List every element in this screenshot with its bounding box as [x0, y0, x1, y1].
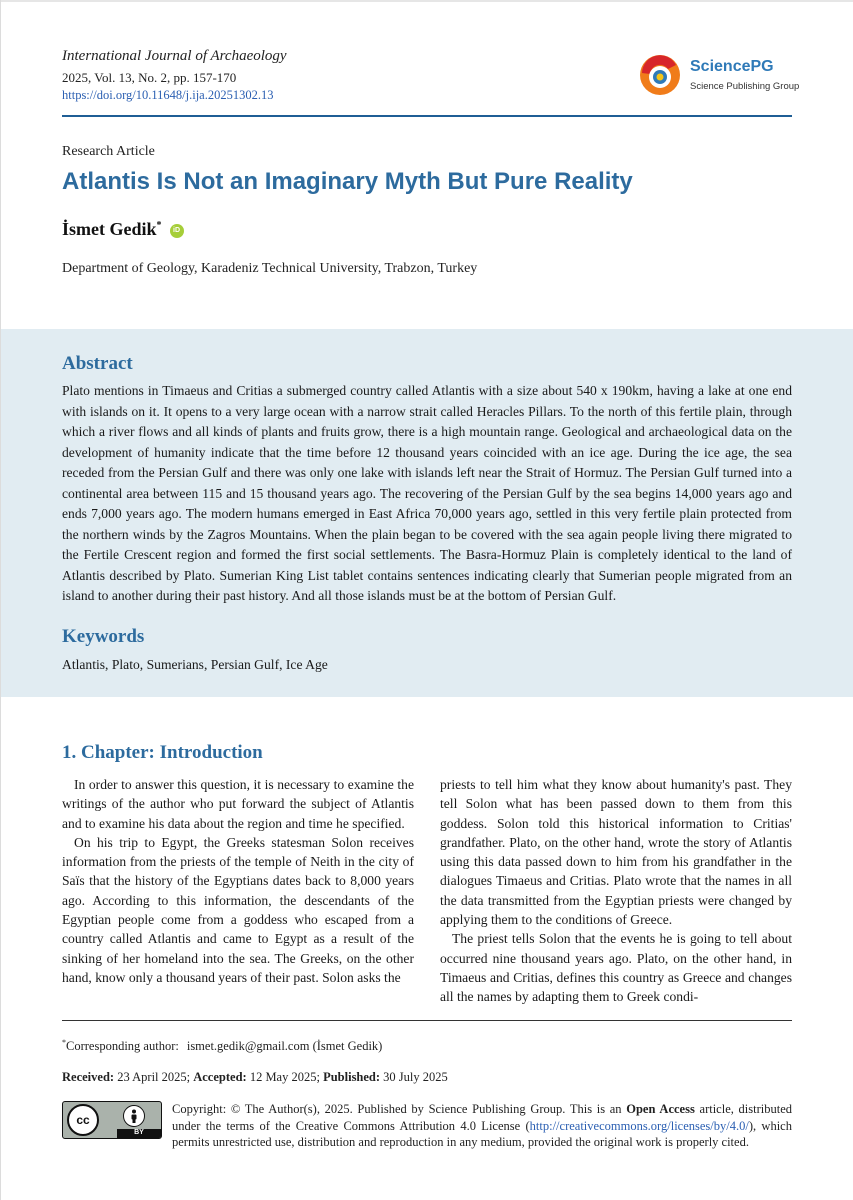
- body-column-left: [62, 775, 414, 987]
- copyright-part-a: Copyright: © The Author(s), 2025. Published by Science Publishing Group. This is an: [172, 1102, 622, 1116]
- paragraph: On his trip to Egypt, the Greeks statesman Solon receives information from the priests of the temple of Neith in the city of Saïs that the history of the Egyptians dates back to 8,000 years ago. According to this information, the descendants of the Egyptian people come from a goddess who escaped from a country called Atlantis and came to Egypt as a result of the sinking of her homeland into the sea. The Greeks, on the other hand, know only a thousand years of their past. Solon asks the: [62, 834, 414, 985]
- author-line: [62, 219, 184, 240]
- published-label: Published:: [323, 1070, 381, 1084]
- page-top-edge: [0, 0, 853, 2]
- accepted-label: Accepted:: [193, 1070, 247, 1084]
- article-type: Research Article: [62, 144, 155, 159]
- copyright-part-c: ), which permits unrestricted use, distribution and reproduction in any medium, provided the original work is properly cited.: [172, 1118, 792, 1149]
- publication-dates: [62, 1070, 448, 1085]
- received-date: 23 April 2025;: [117, 1070, 191, 1084]
- keywords-list: Atlantis, Plato, Sumerians, Persian Gulf, Ice Age: [62, 657, 328, 672]
- header-divider: [62, 115, 792, 117]
- paragraph: In order to answer this question, it is necessary to examine the writings of the author who put forward the subject of Atlantis and to examine his data about the region and time he specified.: [62, 777, 414, 831]
- article-title: Atlantis Is Not an Imaginary Myth But Pure Reality: [62, 168, 633, 195]
- body-column-right: [440, 775, 792, 1007]
- sciencepg-logo-icon: [638, 53, 682, 97]
- keywords-heading: Keywords: [62, 626, 145, 647]
- license-link[interactable]: http://creativecommons.org/licenses/by/4.0/: [529, 1118, 749, 1133]
- cc-by-badge[interactable]: [62, 1101, 162, 1139]
- abstract-heading: Abstract: [62, 353, 133, 374]
- volume-info: 2025, Vol. 13, No. 2, pp. 157-170: [62, 70, 237, 85]
- corr-label: Corresponding author:: [66, 1039, 179, 1054]
- introduction-heading: 1. Chapter: Introduction: [62, 742, 263, 763]
- published-date: 30 July 2025: [383, 1070, 448, 1084]
- abstract-text: Plato mentions in Timaeus and Critias a submerged country called Atlantis with a size about 540 x 190km, having a lake at one end with islands on it. It opens to a very large ocean with a narrow strait called Heracles Pillars. To the north of this fertile plain, through which a river flows and all kinds of plants and fruits grow, there is a high mountain range. Geological and archaeological data on the development of humanity indicate that the time before 12 thousand years coincided with an ice age. During the ice age, the sea receded from the Persian Gulf and there was only one lake with islands left near the Strait of Hormuz. The Persian Gulf turned into a continental area between 115 and 15 thousand years ago. The recovering of the Persian Gulf by the sea begins 14,000 years ago and ends 7,000 years ago. The modern humans emerged in East Africa 70,000 years ago, settled in this very fertile plain protected from the northern winds by the Zagros Mountains. When the plain began to be covered with the sea again people living there migrated to the Fertile Crescent region and formed the first social settlements. The Basra-Hormuz Plain is completely identical to the land of Atlantis described by Plato. Sumerian King List tablet contains sentences indicating clearly that Sumerian people migrated from an island to another during their past history. And all those islands must be at the bottom of Persian Gulf.: [62, 383, 792, 603]
- author-name[interactable]: İsmet Gedik: [62, 219, 157, 239]
- publisher-logo[interactable]: [638, 50, 798, 100]
- person-icon: [123, 1105, 145, 1127]
- orcid-icon[interactable]: iD: [170, 224, 184, 238]
- cc-icon: cc: [67, 1104, 99, 1136]
- copyright-part-b: article, distributed under the terms of the Creative Commons Attribution 4.0 License (: [172, 1102, 793, 1133]
- copyright-notice: [172, 1101, 792, 1151]
- journal-name: International Journal of Archaeology: [62, 48, 287, 64]
- by-label: BY: [134, 1129, 144, 1136]
- accepted-date: 12 May 2025;: [249, 1070, 320, 1084]
- corresponding-author-note: [62, 1038, 382, 1054]
- corr-mark: *: [62, 1038, 66, 1047]
- open-access-label: Open Access: [626, 1102, 695, 1116]
- corr-email[interactable]: ismet.gedik@gmail.com (İsmet Gedik): [186, 1039, 383, 1054]
- received-label: Received:: [62, 1070, 115, 1084]
- corresponding-mark: *: [156, 220, 162, 231]
- affiliation: Department of Geology, Karadeniz Technical University, Trabzon, Turkey: [62, 261, 478, 276]
- paragraph: priests to tell him what they know about humanity's past. They tell Solon what has been passed down to them from this goddess. Solon told this historical information to Critias' grandfather. Plato, on the other hand, wrote the story of Atlantis using this data passed down to him from his grandfather in the dialogues Timaeus and Critias. Plato wrote that the names in all the data transmitted from the Egyptian priests were changed by applying them to the conditions of Greece.: [440, 777, 792, 928]
- logo-subtitle: Science Publishing Group: [690, 81, 800, 92]
- doi-link[interactable]: https://doi.org/10.11648/j.ija.20251302.13: [62, 88, 274, 102]
- logo-name: SciencePG: [690, 58, 774, 75]
- paragraph: The priest tells Solon that the events he is going to tell about occurred nine thousand years ago. Plato, on the other hand, in Timaeus and Critias, defines this country as Greece and changes all the names by adapting them to Greek condi-: [440, 931, 792, 1005]
- footer-divider: [62, 1020, 792, 1021]
